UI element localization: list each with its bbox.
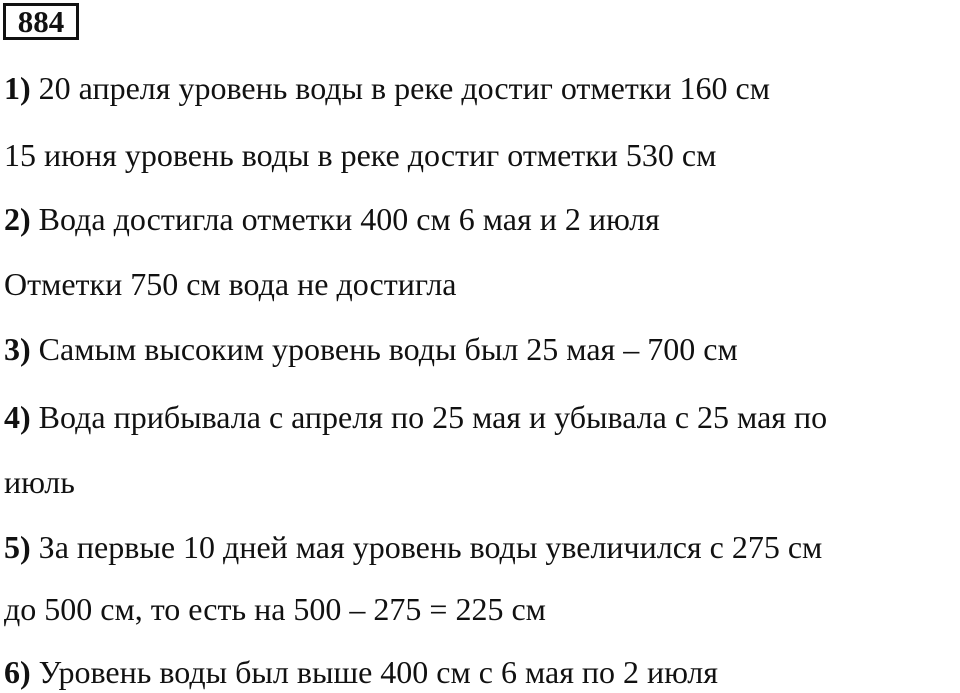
answer-line xyxy=(4,527,822,567)
line-text: июль xyxy=(4,464,75,500)
item-number: 4) xyxy=(4,399,31,435)
item-number: 3) xyxy=(4,331,31,367)
answer-line xyxy=(4,135,716,175)
answer-line xyxy=(4,397,827,437)
answer-line xyxy=(4,462,75,502)
line-text: Самым высоким уровень воды был 25 мая – 700 см xyxy=(30,331,738,367)
answer-line xyxy=(4,264,457,304)
line-text: Отметки 750 см вода не достигла xyxy=(4,266,457,302)
line-text: до 500 см, то есть на 500 – 275 = 225 см xyxy=(4,591,546,627)
item-number: 2) xyxy=(4,201,31,237)
answer-line xyxy=(4,199,660,239)
line-text: Вода прибывала с апреля по 25 мая и убывала с 25 мая по xyxy=(30,399,828,435)
line-text: Уровень воды был выше 400 см с 6 мая по 2 июля xyxy=(30,654,718,690)
item-number: 1) xyxy=(4,70,31,106)
line-text: 20 апреля уровень воды в реке достиг отметки 160 см xyxy=(30,70,770,106)
line-text: 15 июня уровень воды в реке достиг отметки 530 см xyxy=(4,137,717,173)
line-text: Вода достигла отметки 400 см 6 мая и 2 июля xyxy=(30,201,660,237)
problem-number: 884 xyxy=(3,3,79,40)
line-text: За первые 10 дней мая уровень воды увеличился с 275 см xyxy=(30,529,823,565)
answer-line xyxy=(4,652,718,692)
item-number: 6) xyxy=(4,654,31,690)
answer-line xyxy=(4,68,770,108)
answer-line xyxy=(4,589,546,629)
answer-line xyxy=(4,329,738,369)
item-number: 5) xyxy=(4,529,31,565)
